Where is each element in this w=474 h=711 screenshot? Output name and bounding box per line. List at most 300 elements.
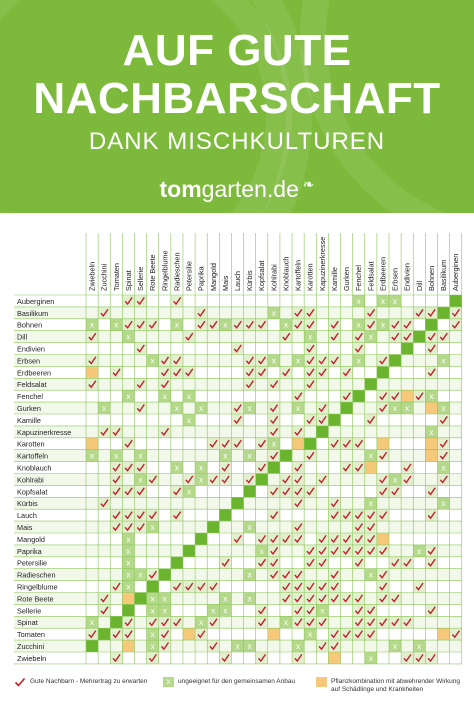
cross-icon: x: [247, 404, 252, 413]
legend-bad: ungeeignet für den gemeinsamen Anbau: [178, 678, 296, 685]
good-cell: [134, 521, 146, 533]
subtitle: DANK MISCHKULTUREN: [88, 128, 386, 155]
diagonal-cell: [159, 569, 171, 581]
good-cell: [98, 307, 110, 319]
legend: [0, 674, 474, 711]
good-cell: [280, 474, 292, 486]
good-cell: [134, 343, 146, 355]
good-cell: [425, 331, 437, 343]
cross-icon: x: [223, 594, 228, 604]
good-cell: [171, 295, 183, 307]
legend-special-line-2: auf Schädlinge und Krankheiten: [331, 686, 424, 693]
good-cell: [401, 462, 413, 474]
good-cell: [268, 402, 280, 414]
good-cell: [195, 319, 207, 331]
column-label: Dill: [414, 280, 424, 291]
good-cell: [353, 593, 365, 605]
good-cell: [328, 545, 340, 557]
legend-special-icon: [316, 677, 327, 687]
good-cell: [425, 545, 437, 557]
good-cell: [207, 474, 219, 486]
row-label: Feldsalat: [17, 380, 47, 390]
good-cell: [195, 581, 207, 593]
good-cell: [304, 355, 316, 367]
cross-icon: x: [283, 320, 288, 330]
good-cell: [389, 331, 401, 343]
diagonal-cell: [195, 533, 207, 545]
good-cell: [304, 319, 316, 331]
cross-icon: x: [126, 570, 131, 580]
cross-icon: x: [271, 356, 276, 366]
row-label: Petersilie: [17, 558, 48, 568]
good-cell: [122, 319, 134, 331]
good-cell: [292, 462, 304, 474]
cross-icon: x: [199, 618, 204, 628]
row-label: Kapuzinerkresse: [17, 427, 72, 437]
cross-icon: x: [296, 404, 301, 413]
good-cell: [316, 355, 328, 367]
good-cell: [122, 295, 134, 307]
good-cell: [341, 533, 353, 545]
good-cell: [231, 438, 243, 450]
special-cell: [377, 438, 389, 450]
cross-icon: x: [441, 404, 446, 413]
cross-icon: x: [417, 546, 422, 556]
good-cell: [304, 616, 316, 628]
good-cell: [256, 652, 268, 664]
good-cell: [413, 581, 425, 593]
row-stripe: [14, 307, 462, 319]
good-cell: [207, 616, 219, 628]
good-cell: [110, 474, 122, 486]
good-cell: [159, 355, 171, 367]
good-cell: [353, 343, 365, 355]
diagonal-cell: [244, 485, 256, 497]
title-line-1: AUF GUTE: [122, 26, 352, 75]
brand-bold: tom: [159, 176, 202, 202]
good-cell: [304, 545, 316, 557]
good-cell: [268, 426, 280, 438]
good-cell: [147, 474, 159, 486]
legend-special-line-1: Pflanzkombination mit abwehrender Wirkung: [331, 678, 460, 685]
special-cell: [86, 366, 98, 378]
good-cell: [377, 545, 389, 557]
cross-icon: x: [393, 642, 398, 651]
special-cell: [86, 438, 98, 450]
diagonal-cell: [365, 378, 377, 390]
good-cell: [280, 593, 292, 605]
good-cell: [365, 616, 377, 628]
column-label: Lauch: [233, 271, 242, 291]
good-cell: [134, 402, 146, 414]
good-cell: [256, 616, 268, 628]
good-cell: [268, 450, 280, 462]
good-cell: [389, 485, 401, 497]
cross-icon: x: [441, 499, 446, 509]
good-cell: [425, 557, 437, 569]
diagonal-cell: [207, 521, 219, 533]
good-cell: [341, 593, 353, 605]
good-cell: [328, 497, 340, 509]
good-cell: [244, 378, 256, 390]
good-cell: [377, 474, 389, 486]
cross-icon: x: [380, 296, 385, 306]
diagonal-cell: [425, 319, 437, 331]
cross-icon: x: [308, 630, 313, 640]
good-cell: [304, 414, 316, 426]
good-cell: [316, 557, 328, 569]
special-cell: [425, 438, 437, 450]
good-cell: [268, 569, 280, 581]
good-cell: [316, 640, 328, 652]
row-label: Basilikum: [17, 308, 49, 318]
cross-icon: x: [380, 320, 385, 330]
good-cell: [159, 378, 171, 390]
row-stripe: [14, 450, 462, 462]
good-cell: [353, 616, 365, 628]
good-cell: [219, 652, 231, 664]
good-cell: [437, 438, 449, 450]
diagonal-cell: [353, 390, 365, 402]
good-cell: [377, 485, 389, 497]
cross-icon: x: [126, 582, 131, 592]
column-label: Bohnen: [426, 265, 436, 291]
good-cell: [98, 604, 110, 616]
good-cell: [353, 545, 365, 557]
row-stripe: [14, 378, 462, 390]
good-cell: [268, 509, 280, 521]
cross-icon: x: [126, 392, 131, 402]
good-cell: [159, 426, 171, 438]
good-cell: [110, 509, 122, 521]
good-cell: [147, 569, 159, 581]
good-cell: [147, 319, 159, 331]
good-cell: [353, 604, 365, 616]
good-cell: [183, 474, 195, 486]
good-cell: [110, 485, 122, 497]
good-cell: [292, 390, 304, 402]
good-cell: [159, 366, 171, 378]
good-cell: [147, 509, 159, 521]
row-label: Endivien: [17, 344, 45, 354]
cross-icon: x: [441, 356, 446, 366]
cross-icon: x: [417, 642, 422, 651]
good-cell: [292, 604, 304, 616]
good-cell: [292, 319, 304, 331]
good-cell: [425, 343, 437, 355]
cross-icon: x: [90, 320, 95, 330]
row-label: Zwiebeln: [17, 653, 47, 663]
good-cell: [171, 366, 183, 378]
cross-icon: x: [150, 523, 155, 532]
special-cell: [292, 438, 304, 450]
cross-icon: x: [405, 404, 410, 413]
leaf-icon: ❧: [298, 176, 315, 192]
good-cell: [292, 521, 304, 533]
good-cell: [304, 450, 316, 462]
good-cell: [256, 557, 268, 569]
brand-rest: garten.de: [201, 176, 299, 202]
row-label: Kamille: [17, 415, 41, 425]
good-cell: [328, 593, 340, 605]
diagonal-cell: [219, 509, 231, 521]
good-cell: [328, 533, 340, 545]
good-cell: [341, 438, 353, 450]
row-label: Mais: [17, 523, 33, 532]
cross-icon: x: [162, 606, 167, 616]
good-cell: [328, 569, 340, 581]
column-label: Kartoffeln: [293, 259, 303, 291]
diagonal-cell: [122, 604, 134, 616]
cross-icon: x: [138, 475, 143, 485]
diagonal-cell: [316, 426, 328, 438]
cross-icon: x: [368, 499, 373, 509]
good-cell: [134, 509, 146, 521]
good-cell: [341, 390, 353, 402]
good-cell: [122, 438, 134, 450]
good-cell: [159, 628, 171, 640]
cross-icon: x: [199, 475, 204, 485]
diagonal-cell: [134, 593, 146, 605]
column-label: Spinat: [123, 270, 133, 291]
column-label: Ringelblume: [160, 250, 170, 291]
cross-icon: x: [393, 404, 398, 413]
good-cell: [256, 604, 268, 616]
row-label: Dill: [17, 332, 28, 342]
good-cell: [365, 545, 377, 557]
good-cell: [280, 485, 292, 497]
special-cell: [122, 593, 134, 605]
row-label: Zucchini: [17, 642, 45, 651]
good-cell: [389, 593, 401, 605]
good-cell: [353, 438, 365, 450]
good-cell: [122, 485, 134, 497]
good-cell: [110, 521, 122, 533]
cross-icon: x: [90, 451, 95, 461]
good-cell: [389, 319, 401, 331]
good-cell: [219, 557, 231, 569]
cross-icon: x: [235, 642, 240, 651]
diagonal-cell: [147, 581, 159, 593]
column-label: Rote Beete: [148, 254, 158, 291]
cross-icon: x: [126, 558, 131, 568]
diagonal-cell: [280, 450, 292, 462]
good-cell: [450, 307, 462, 319]
row-label: Bohnen: [17, 320, 43, 330]
column-label: Petersilie: [184, 260, 194, 291]
cross-icon: x: [356, 356, 361, 366]
brand-logo: [0, 176, 474, 203]
good-cell: [292, 307, 304, 319]
row-label: Gurken: [17, 404, 41, 413]
good-cell: [244, 474, 256, 486]
diagonal-cell: [413, 331, 425, 343]
good-cell: [110, 426, 122, 438]
column-label: Feldsalat: [366, 261, 376, 291]
cross-icon: x: [90, 618, 95, 628]
cross-icon: x: [283, 618, 288, 628]
good-cell: [304, 593, 316, 605]
good-cell: [365, 533, 377, 545]
good-cell: [304, 557, 316, 569]
row-label: Fenchel: [17, 392, 43, 402]
good-cell: [134, 485, 146, 497]
good-cell: [110, 581, 122, 593]
special-cell: [425, 450, 437, 462]
good-cell: [122, 521, 134, 533]
special-cell: [328, 652, 340, 664]
title-line-2: NACHBARSCHAFT: [33, 74, 441, 123]
row-label: Sellerie: [17, 606, 42, 616]
good-cell: [147, 616, 159, 628]
good-cell: [292, 616, 304, 628]
column-label: Fenchel: [354, 265, 364, 291]
legend-check-icon: [14, 677, 26, 687]
good-cell: [413, 390, 425, 402]
good-cell: [171, 509, 183, 521]
diagonal-cell: [377, 366, 389, 378]
good-cell: [183, 581, 195, 593]
cross-icon: x: [126, 332, 131, 342]
good-cell: [171, 355, 183, 367]
good-cell: [268, 533, 280, 545]
row-label: Karotten: [17, 439, 45, 449]
row-label: Mangold: [17, 534, 45, 544]
cross-icon: x: [174, 320, 179, 330]
diagonal-cell: [389, 355, 401, 367]
cross-icon: x: [150, 606, 155, 616]
diagonal-cell: [450, 295, 462, 307]
column-label: Kohlrabi: [269, 264, 279, 291]
good-cell: [389, 557, 401, 569]
good-cell: [316, 533, 328, 545]
good-cell: [316, 402, 328, 414]
good-cell: [316, 593, 328, 605]
good-cell: [207, 319, 219, 331]
good-cell: [292, 569, 304, 581]
cross-icon: x: [368, 570, 373, 580]
good-cell: [353, 331, 365, 343]
good-cell: [268, 414, 280, 426]
column-label: Mangold: [208, 263, 218, 291]
good-cell: [280, 331, 292, 343]
good-cell: [401, 474, 413, 486]
good-cell: [304, 366, 316, 378]
cross-icon: x: [393, 296, 398, 306]
column-label: Endivien: [402, 263, 412, 291]
cross-icon: x: [247, 523, 252, 532]
diagonal-cell: [98, 628, 110, 640]
good-cell: [316, 414, 328, 426]
good-cell: [304, 343, 316, 355]
good-cell: [256, 366, 268, 378]
good-cell: [377, 402, 389, 414]
row-label: Erbsen: [17, 356, 41, 366]
good-cell: [401, 331, 413, 343]
row-label: Radieschen: [17, 570, 56, 580]
good-cell: [280, 366, 292, 378]
column-label: Erdbeeren: [378, 256, 388, 291]
cross-icon: x: [368, 332, 373, 342]
cross-icon: x: [368, 653, 373, 663]
good-cell: [328, 581, 340, 593]
special-cell: [401, 390, 413, 402]
good-cell: [341, 628, 353, 640]
diagonal-cell: [86, 640, 98, 652]
row-label: Spinat: [17, 618, 38, 628]
cross-icon: x: [320, 606, 325, 616]
good-cell: [401, 616, 413, 628]
cross-icon: x: [174, 463, 179, 473]
good-cell: [437, 474, 449, 486]
cross-icon: x: [429, 427, 434, 437]
cross-icon: x: [223, 320, 228, 330]
good-cell: [98, 426, 110, 438]
good-cell: [341, 509, 353, 521]
good-cell: [425, 485, 437, 497]
good-cell: [353, 509, 365, 521]
cross-icon: x: [223, 451, 228, 461]
good-cell: [425, 366, 437, 378]
good-cell: [401, 319, 413, 331]
good-cell: [110, 652, 122, 664]
column-label: Zwiebeln: [87, 261, 97, 291]
good-cell: [328, 628, 340, 640]
special-cell: [425, 402, 437, 414]
good-cell: [353, 521, 365, 533]
good-cell: [316, 616, 328, 628]
good-cell: [231, 402, 243, 414]
row-label: Lauch: [17, 511, 37, 521]
cross-icon: x: [187, 487, 192, 497]
column-label: Kopfsalat: [257, 260, 267, 291]
column-label: Tomaten: [111, 263, 121, 291]
good-cell: [328, 319, 340, 331]
good-cell: [268, 545, 280, 557]
good-cell: [328, 640, 340, 652]
good-cell: [377, 616, 389, 628]
special-cell: [268, 628, 280, 640]
cross-icon: x: [259, 546, 264, 556]
cross-icon: x: [429, 392, 434, 402]
good-cell: [171, 616, 183, 628]
diagonal-cell: [110, 616, 122, 628]
good-cell: [328, 438, 340, 450]
good-cell: [171, 485, 183, 497]
column-label: Mais: [220, 275, 230, 291]
good-cell: [328, 331, 340, 343]
column-label: Auberginen: [451, 253, 461, 291]
cross-icon: x: [247, 451, 252, 461]
row-label: Ringelblume: [17, 582, 58, 592]
good-cell: [207, 581, 219, 593]
good-cell: [256, 533, 268, 545]
good-cell: [353, 462, 365, 474]
cross-icon: x: [102, 404, 107, 413]
column-label: Zucchini: [99, 263, 109, 291]
good-cell: [341, 545, 353, 557]
good-cell: [268, 378, 280, 390]
row-label: Kohlrabi: [17, 475, 44, 485]
good-cell: [134, 462, 146, 474]
column-label: Karotten: [305, 263, 315, 291]
cross-icon: x: [174, 404, 179, 413]
cross-icon: x: [308, 332, 313, 342]
good-cell: [316, 474, 328, 486]
row-stripe: [14, 545, 462, 557]
good-cell: [171, 581, 183, 593]
cross-icon: x: [441, 463, 446, 473]
